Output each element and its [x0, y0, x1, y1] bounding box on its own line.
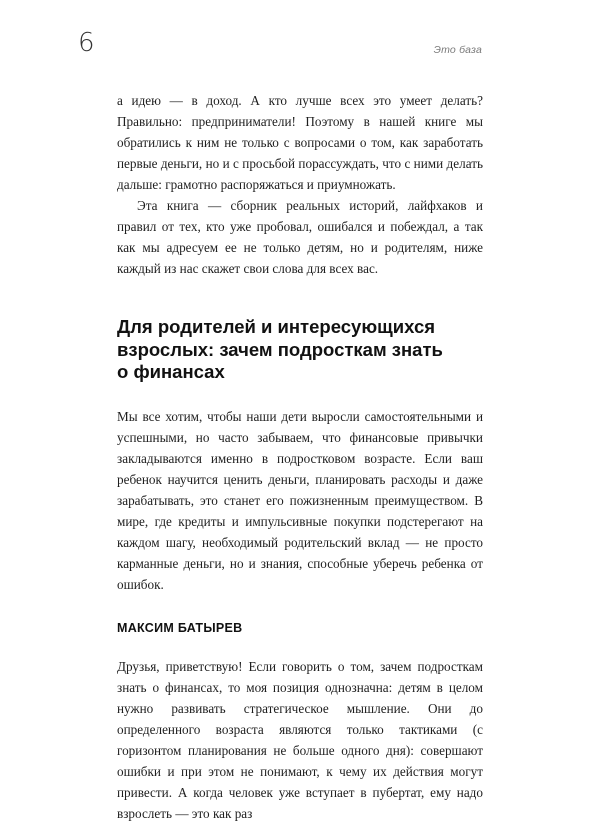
section-title: Для родителей и интересующихся взрослых: зачем подросткам знать о финансах [117, 316, 443, 382]
intro-paragraph-1: а идею — в доход. А кто лучше всех это умеет делать? Правильно: предприниматели! Поэтому в нашей книге мы обратились к ним не только с вопросами о том, как заработать первые деньги, но и с просьбой порассуждать, что с ними делать дальше: грамотно распоряжаться и приумножать. [117, 93, 483, 192]
intro-paragraph-2: Эта книга — сборник реальных историй, лайфхаков и правил от тех, кто уже пробовал, ошибался и побеждал, а так как мы адресуем ее не только детям, но и родителям, ниже каждый из нас скажет свои слова для всех вас. [117, 198, 483, 276]
author-name: МАКСИМ БАТЫРЕВ [117, 620, 243, 635]
page-number: 6 [78, 28, 95, 58]
page-content [117, 90, 483, 824]
running-header: Это база [433, 44, 482, 56]
section-paragraph: Мы все хотим, чтобы наши дети выросли самостоятельными и успешными, но часто забываем, что финансовые привычки закладываются именно в подростковом возрасте. Если ваш ребенок научится ценить деньги, планировать расходы и даже зарабатывать, это станет его пожизненным преимуществом. В мире, где кредиты и импульсивные покупки подстерегают на каждом шагу, необходимый родительский вклад — не просто карманные деньги, но и знания, способные уберечь ребенка от ошибок. [117, 408, 483, 592]
author-paragraph: Друзья, приветствую! Если говорить о том, зачем подросткам знать о финансах, то моя позиция однозначна: детям в целом нужно развивать стратегическое мышление. Они до определенного возраста являются только тактиками (с горизонтом планирования не больше одного дня): совершают ошибки и при этом не понимают, к чему их действия могут привести. А когда человек уже вступает в пубертат, ему надо взрослеть — это как раз [117, 658, 483, 821]
